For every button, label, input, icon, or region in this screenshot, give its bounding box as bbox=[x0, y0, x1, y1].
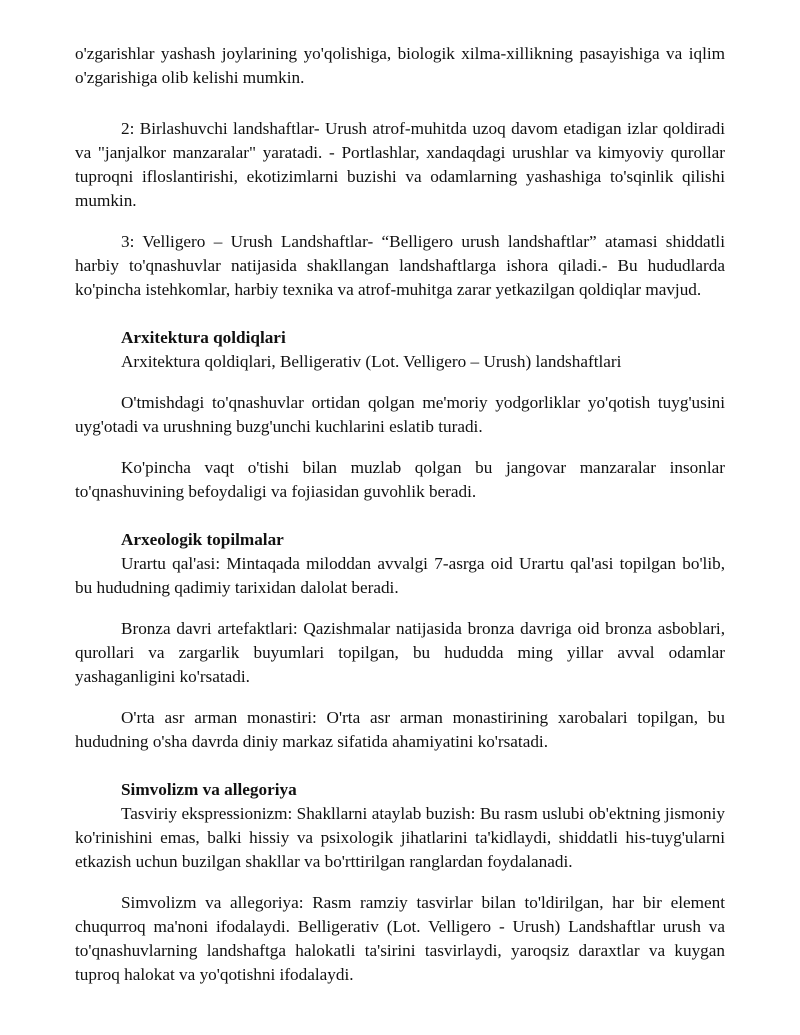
heading-simvolizm-allegoriya: Simvolizm va allegoriya bbox=[121, 780, 297, 799]
paragraph-memoriy-yodgorliklar: O'tmishdagi to'qnashuvlar ortidan qolgan me'moriy yodgorliklar yo'qotish tuyg'usini uyg'otadi va urushning buzg'unchi kuchlarini eslatib turadi. bbox=[75, 393, 725, 436]
paragraph-bronza-davri: Bronza davri artefaktlari: Qazishmalar natijasida bronza davriga oid bronza asboblari, qurollari va zargarlik buyumlari topilgan, bu hududda ming yillar avval odamlar yashaganligini ko'rsatadi. bbox=[75, 619, 725, 686]
paragraph-simvolizm-allegoriya: Simvolizm va allegoriya: Rasm ramziy tasvirlar bilan to'ldirilgan, har bir element chuqurroq ma'noni ifodalaydi. Belligerativ (Lot. Velligero - Urush) Landshaftlar urush va to'qnashuvlarning landshaftga halokatli ta'sirini tasvirlaydi, yaroqsiz daraxtlar va kuygan tuproq halokat va yo'qotishni ifodalaydi. bbox=[75, 893, 725, 984]
paragraph-continuation: o'zgarishlar yashash joylarining yo'qolishiga, biologik xilma-xillikning pasayishiga va iqlim o'zgarishiga olib kelishi mumkin. bbox=[75, 44, 725, 87]
paragraph-jangovar-manzaralar: Ko'pincha vaqt o'tishi bilan muzlab qolgan bu jangovar manzaralar insonlar to'qnashuvining befoydaligi va fojiasidan guvohlik beradi. bbox=[75, 458, 725, 501]
heading-arxeologik-topilmalar: Arxeologik topilmalar bbox=[121, 530, 284, 549]
paragraph-birlashuvchi-landshaftlar: 2: Birlashuvchi landshaftlar- Urush atrof-muhitda uzoq davom etadigan izlar qoldiradi va "janjalkor manzaralar" yaratadi. - Portlashlar, xandaqdagi urushlar va kimyoviy qurollar tuproqni ifloslantirishi, ekotizimlarni buzishi va odamlarning yashashiga to'sqinlik qilishi mumkin. bbox=[75, 119, 725, 210]
paragraph-urartu-qalasi: Urartu qal'asi: Mintaqada miloddan avvalgi 7-asrga oid Urartu qal'asi topilgan bo'lib, bu hududning qadimiy tarixidan dalolat beradi. bbox=[75, 554, 725, 597]
paragraph-arman-monastiri: O'rta asr arman monastiri: O'rta asr arman monastirining xarobalari topilgan, bu hududning o'sha davrda diniy markaz sifatida ahamiyatini ko'rsatadi. bbox=[75, 708, 725, 751]
paragraph-velligero-landshaftlar: 3: Velligero – Urush Landshaftlar- “Belligero urush landshaftlar” atamasi shiddatli harbiy to'qnashuvlar natijasida shakllangan landshaftlarga ishora qiladi.- Bu hududlarda ko'pincha istehkomlar, harbiy texnika va atrof-muhitga zarar yetkazilgan qoldiqlar mavjud. bbox=[75, 232, 725, 299]
subtitle-arxitektura-qoldiqlari: Arxitektura qoldiqlari, Belligerativ (Lot. Velligero – Urush) landshaftlari bbox=[121, 352, 622, 371]
heading-arxitektura-qoldiqlari: Arxitektura qoldiqlari bbox=[121, 328, 286, 347]
paragraph-tasviriy-ekspressionizm: Tasviriy ekspressionizm: Shakllarni ataylab buzish: Bu rasm uslubi ob'ektning jismoniy ko'rinishini emas, balki hissiy va psixologik jihatlarini ta'kidlaydi, shiddatli his-tuyg'ularni etkazish uchun buzilgan shakllar va bo'rttirilgan ranglardan foydalanadi. bbox=[75, 804, 725, 871]
